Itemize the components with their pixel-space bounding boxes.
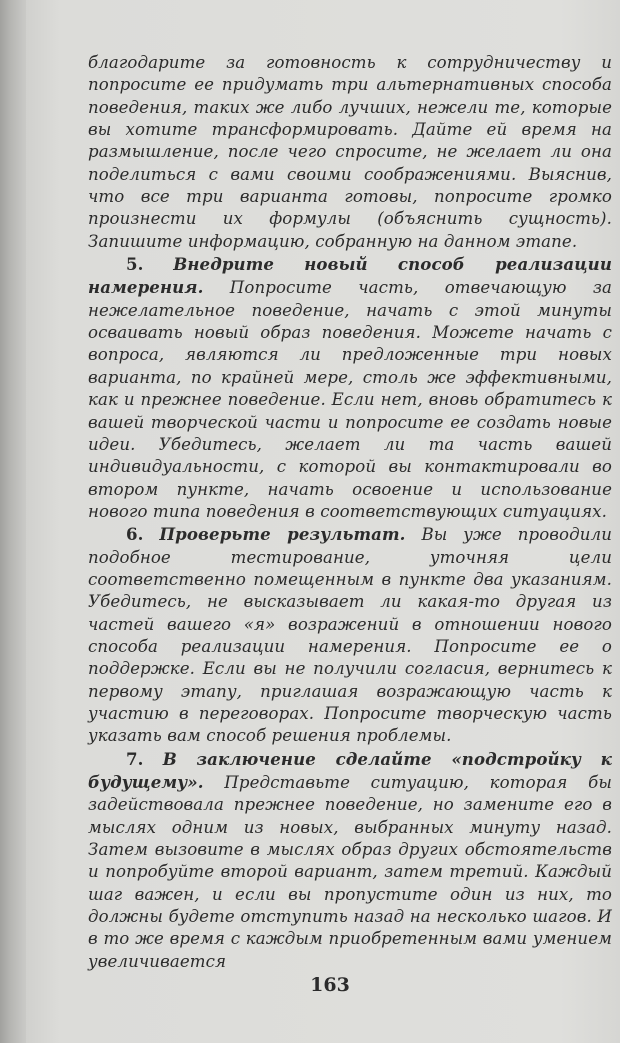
- page-text: [88, 52, 612, 973]
- book-spine-shadow: [0, 0, 26, 1043]
- step-6-body: Вы уже проводили подобное тестирование, уточняя цели соответственно помещенным в пункте два указаниям. Убедитесь, не высказывает ли какая-то другая из частей вашего «я» возражений в отношении нового способа реализации намерения. Попросите ее о поддержке. Если вы не получили согласия, вернитесь к первому этапу, приглашая возражающую часть к участию в переговорах. Попросите творческую часть указать вам способ решения проблемы.: [88, 525, 612, 746]
- step-7-paragraph: [88, 748, 612, 973]
- intro-paragraph: благодарите за готовность к сотрудничеству и попросите ее придумать три альтернативных способа поведения, таких же либо лучших, нежели те, которые вы хотите трансформировать. Дайте ей время на размышление, после чего спросите, не желает ли она поделиться с вами своими соображениями. Выяснив, что все три варианта готовы, попросите громко произнести их формулы (объяснить сущность). Запишите информацию, собранную на данном этапе.: [88, 53, 612, 251]
- page-number: 163: [310, 974, 350, 996]
- step-7-heading: В заключение сделайте «подстройку к будущему».: [88, 748, 612, 792]
- step-6-heading: Проверьте результат.: [159, 524, 406, 545]
- step-7-body: Представьте ситуацию, которая бы задействовала прежнее поведение, но замените его в мыслях одним из новых, выбранных минуту назад. Затем вызовите в мыслях образ других обстоятельств и попробуйте второй вариант, затем третий. Каждый шаг важен, и если вы пропустите один из них, то должны будете отступить назад на несколько шагов. И в то же время с каждым приобретенным вами умением увеличивается: [88, 773, 612, 971]
- step-5-number: 5.: [126, 254, 144, 275]
- step-7-number: 7.: [126, 748, 144, 769]
- step-5-paragraph: [88, 253, 612, 523]
- step-5-heading: Внедрите новый способ реализации намерения.: [88, 254, 613, 298]
- step-6-number: 6.: [126, 524, 144, 545]
- step-5-body: Попросите часть, отвечающую за нежелательное поведение, начать с этой минуты осваивать новый образ поведения. Можете начать с вопроса, являются ли предложенные три новых варианта, по крайней мере, столь же эффективными, как и прежнее поведение. Если нет, вновь обратитесь к вашей творческой части и попросите ее создать новые идеи. Убедитесь, желает ли та часть вашей индивидуальности, с которой вы контактировали во втором пункте, начать освоение и использование нового типа поведения в соответствующих ситуациях.: [88, 278, 612, 521]
- step-6-paragraph: [88, 523, 612, 747]
